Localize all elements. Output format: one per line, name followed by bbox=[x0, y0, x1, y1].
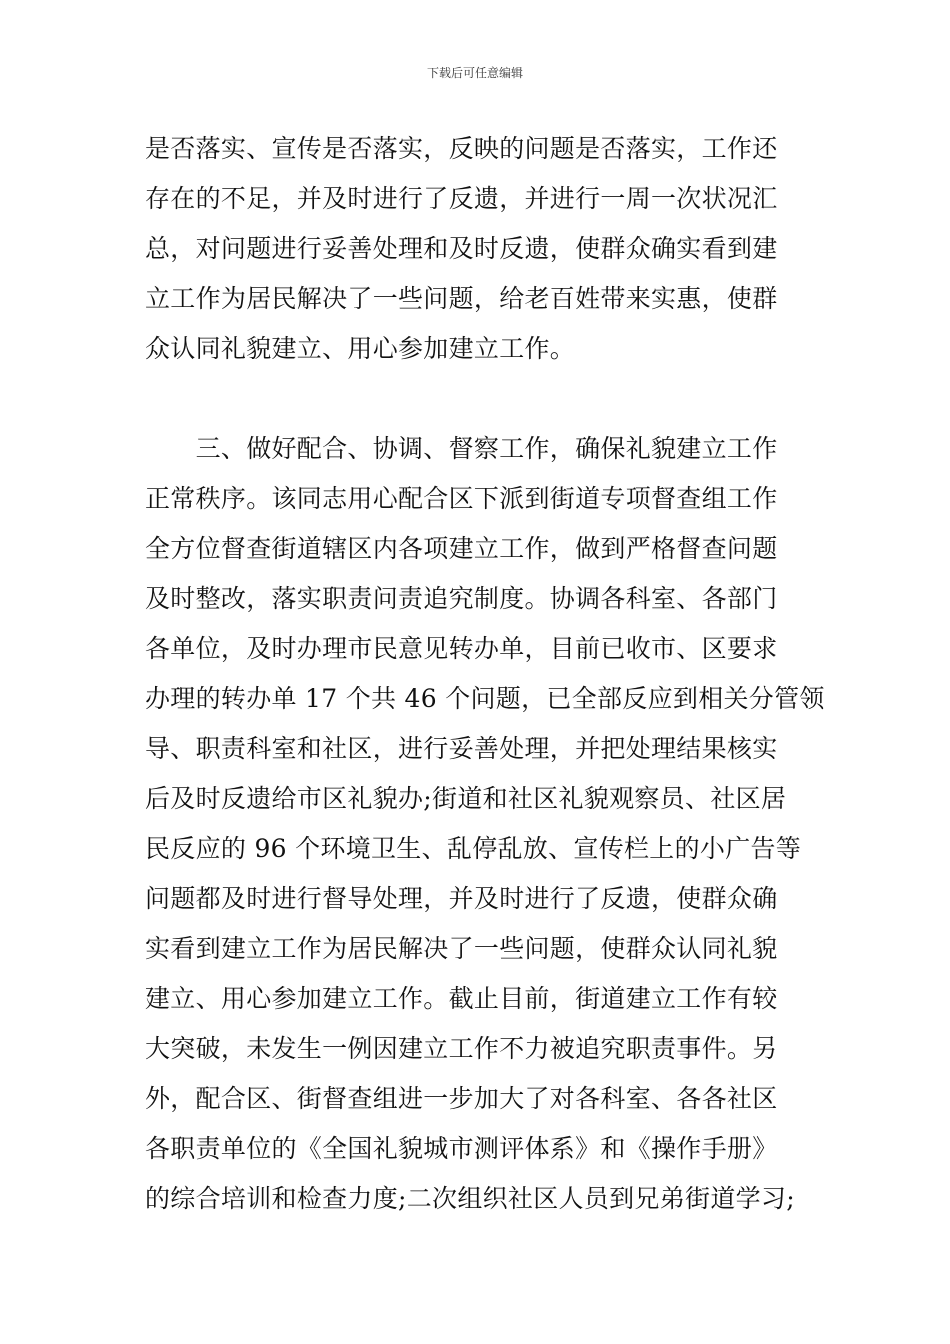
text-line: 的综合培训和检查力度;二次组织社区人员到兄弟街道学习; bbox=[145, 1184, 795, 1213]
page-header: 下载后可任意编辑 bbox=[426, 66, 523, 80]
text-line: 三、做好配合、协调、督察工作，确保礼貌建立工作 bbox=[145, 434, 778, 463]
text-line: 各职责单位的《全国礼貌城市测评体系》和《操作手册》 bbox=[145, 1134, 778, 1163]
text-line: 各单位，及时办理市民意见转办单，目前已收市、区要求 bbox=[145, 634, 778, 663]
text-line: 建立、用心参加建立工作。截止目前，街道建立工作有较 bbox=[145, 984, 778, 1013]
text-line: 正常秩序。该同志用心配合区下派到街道专项督查组工作 bbox=[145, 484, 778, 513]
text-line: 众认同礼貌建立、用心参加建立工作。 bbox=[145, 334, 576, 363]
text-line: 实看到建立工作为居民解决了一些问题，使群众认同礼貌 bbox=[145, 934, 778, 963]
text-line: 导、职责科室和社区，进行妥善处理，并把处理结果核实 bbox=[145, 734, 778, 763]
text-line: 办理的转办单 17 个共 46 个问题，已全部反应到相关分管领 bbox=[145, 684, 825, 713]
text-line: 问题都及时进行督导处理，并及时进行了反遗，使群众确 bbox=[145, 884, 778, 913]
document-body bbox=[145, 124, 825, 1224]
text-line: 立工作为居民解决了一些问题，给老百姓带来实惠，使群 bbox=[145, 284, 778, 313]
text-line: 民反应的 96 个环境卫生、乱停乱放、宣传栏上的小广告等 bbox=[145, 834, 802, 863]
text-line: 后及时反遗给市区礼貌办;街道和社区礼貌观察员、社区居 bbox=[145, 784, 787, 813]
text-line: 是否落实、宣传是否落实，反映的问题是否落实，工作还 bbox=[145, 134, 778, 163]
text-line: 大突破，未发生一例因建立工作不力被追究职责事件。另 bbox=[145, 1034, 778, 1063]
paragraph-spacer bbox=[145, 374, 817, 424]
text-line: 存在的不足，并及时进行了反遗，并进行一周一次状况汇 bbox=[145, 184, 778, 213]
text-line: 全方位督查街道辖区内各项建立工作，做到严格督查问题 bbox=[145, 534, 778, 563]
text-line: 外，配合区、街督查组进一步加大了对各科室、各各社区 bbox=[145, 1084, 778, 1113]
paragraph-2 bbox=[145, 424, 825, 1224]
text-line: 及时整改，落实职责问责追究制度。协调各科室、各部门 bbox=[145, 584, 778, 613]
text-line: 总，对问题进行妥善处理和及时反遗，使群众确实看到建 bbox=[145, 234, 778, 263]
paragraph-1 bbox=[145, 124, 817, 374]
